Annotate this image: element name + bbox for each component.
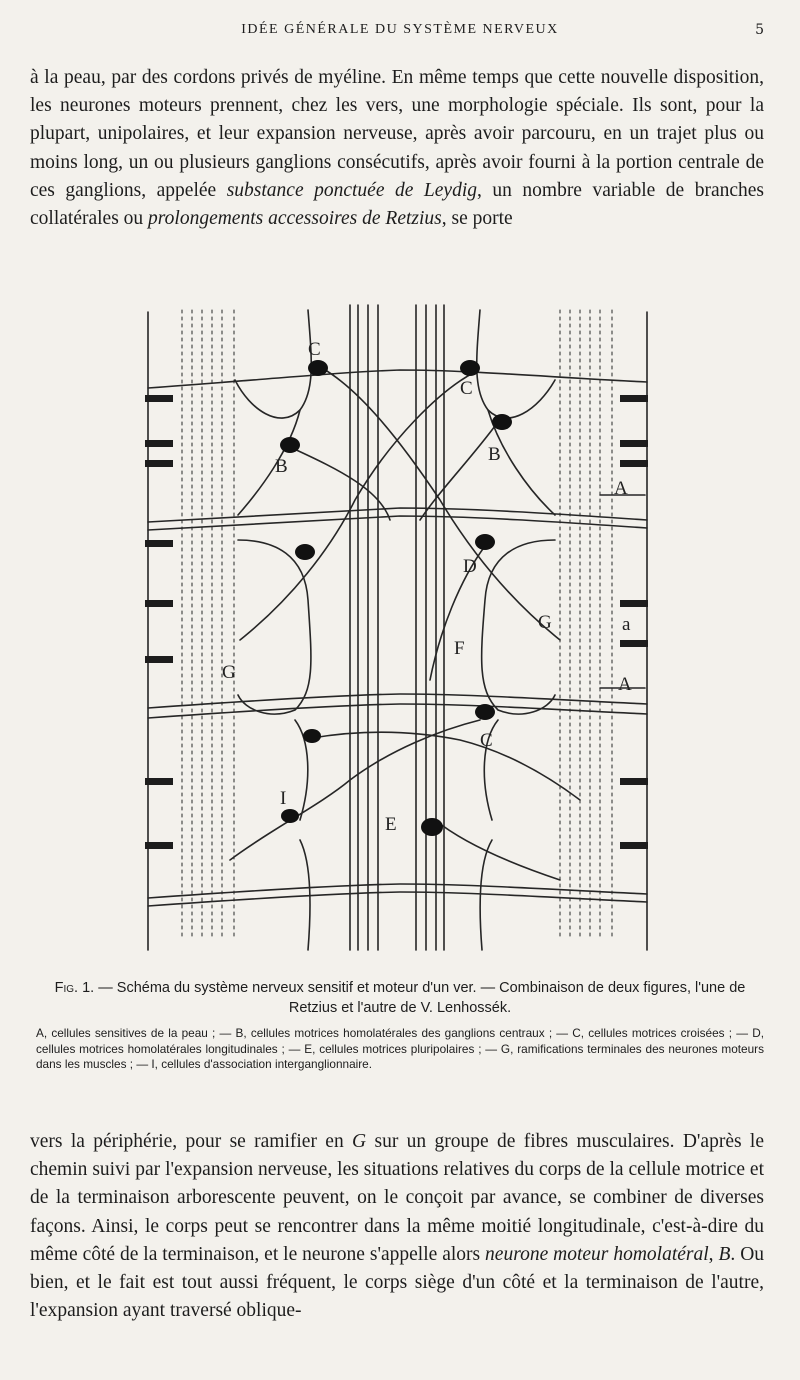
segment-marks [145,395,648,849]
label-g: G [222,662,236,683]
cell-bodies [280,360,512,836]
paragraph-top [30,64,764,233]
italic-term: prolongements accessoires de Retzius [148,208,442,230]
italic-term: neurone moteur homolatéral [485,1243,709,1265]
paragraph-bottom [30,1128,764,1325]
label-c: C [480,730,493,751]
label-i: I [280,788,287,809]
label-c: C [460,378,473,399]
label-b: B [275,456,288,477]
figure-number: Fig. 1. [54,980,95,996]
label-e: E [385,814,397,835]
label-a-small: a [622,614,631,635]
text-run: , un nombre variable de branches collatérales ou [30,179,765,230]
figure-drawing [148,305,647,950]
text-run: vers la périphérie, pour se ramifier en [30,1131,353,1152]
text-run: , [708,1243,719,1265]
nerve-system-figure [140,300,655,955]
label-a: A [618,674,632,695]
italic-term: B [718,1243,731,1265]
label-d: D [463,556,477,577]
italic-term: substance ponctuée de Leydig [226,179,477,201]
label-c: C [308,339,321,360]
text-run: à la peau, par des cordons privés de myéline. En même temps que cette nouvelle disposition, les neurones moteurs prennent, chez les vers, une morphologie spéciale. Ils sont, pour la plupart, unipolaires, et leur expansion nerveuse, après avoir parcouru, en un trajet plus ou moins long, un ou plusieurs ganglions consécutifs, après avoir fourni à la portion centrale de ces ganglions, appelée [30,67,764,201]
label-b: B [488,444,501,465]
caption-text: — Schéma du système nerveux sensitif et moteur d'un ver. — Combinaison de deux figures, l'une de Retzius et l'autre de V. Lenhossék. [94,980,746,1016]
running-title: IDÉE GÉNÉRALE DU SYSTÈME NERVEUX [241,22,559,37]
italic-term: G [352,1131,367,1152]
text-run: sur un groupe de fibres musculaires. D'après le chemin suivi par l'expansion nerveuse, les situations relatives du corps de la cellule motrice et de la terminaison arborescente peuvent, on le conçoit par avance, se combiner de diverses façons. Ainsi, le corps peut se rencontrer dans la même moitié longitudinale, c'est-à-dire du même côté de la terminaison, et le neurone s'appelle alors [30,1131,764,1265]
label-g: G [538,612,552,633]
label-f: F [454,638,465,659]
page-number: 5 [755,22,764,38]
text-run: , se porte [441,208,513,230]
text-run: . Ou bien, et le fait est tout aussi fréquent, le corps siège d'un côté et la terminaison de l'autre, l'expansion ayant traversé oblique- [30,1243,765,1322]
figure-caption [36,978,764,1018]
label-a: A [614,478,628,499]
figure-legend: A, cellules sensitives de la peau ; — B, cellules motrices homolatérales des ganglions centraux ; — C, cellules motrices croisées ; — D, cellules motrices homolatérales longitudinales ; — E, cellules motrices pluripolaires ; — G, ramifications terminales des neurones moteurs dans les muscles ; — I, cellules d'association interganglionnaire. [36,1026,764,1071]
